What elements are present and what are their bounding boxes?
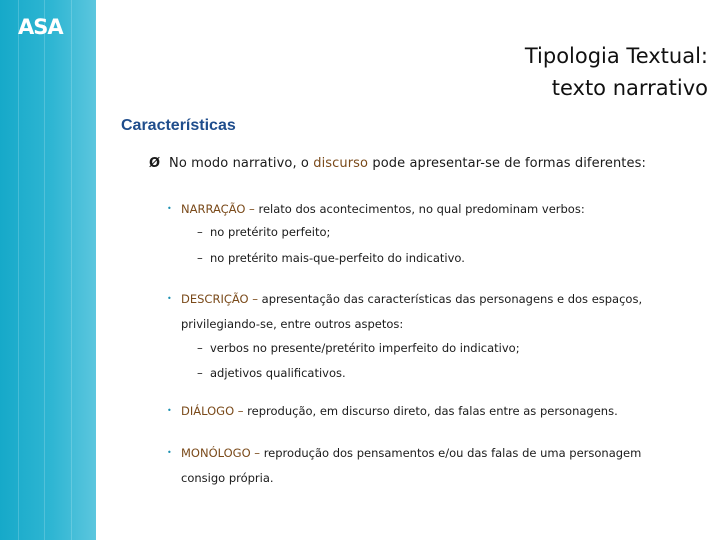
arrow-bullet-icon: Ø	[149, 156, 161, 171]
lead-paragraph	[149, 156, 646, 171]
dash-marker: –	[197, 225, 203, 239]
bullet-icon: •	[167, 448, 172, 457]
brand-sidebar-band	[0, 0, 96, 540]
item-text: relato dos acontecimentos, no qual predominam verbos:	[254, 202, 585, 216]
list-item-descricao	[167, 286, 642, 337]
sub-item	[197, 225, 330, 239]
band-stripe	[44, 0, 45, 540]
slide-title	[408, 40, 708, 104]
item-term: DESCRIÇÃO –	[181, 292, 258, 306]
lead-highlight: discurso	[313, 156, 369, 171]
dash-marker: –	[197, 366, 203, 380]
asa-logo: ASA	[18, 15, 63, 39]
section-heading: Características	[121, 117, 236, 134]
item-term: DIÁLOGO –	[181, 404, 244, 418]
item-continuation: privilegiando-se, entre outros aspetos:	[181, 317, 404, 331]
sub-item-text: adjetivos qualificativos.	[210, 366, 346, 380]
item-text: reprodução, em discurso direto, das falas entre as personagens.	[243, 404, 618, 418]
lead-text-before: No modo narrativo, o	[169, 156, 314, 171]
sub-item	[197, 251, 465, 265]
slide-title-line1: Tipologia Textual:	[524, 44, 708, 68]
dash-marker: –	[197, 251, 203, 265]
item-term: MONÓLOGO –	[181, 446, 261, 460]
bullet-icon: •	[167, 294, 172, 303]
sub-item	[197, 341, 520, 355]
band-stripe	[71, 0, 72, 540]
dash-marker: –	[197, 341, 203, 355]
bullet-icon: •	[167, 204, 172, 213]
list-item-dialogo	[167, 398, 618, 424]
list-item-monologo	[167, 440, 641, 491]
item-term: NARRAÇÃO –	[181, 202, 255, 216]
slide-title-line2: texto narrativo	[551, 76, 708, 100]
sub-item-text: verbos no presente/pretérito imperfeito do indicativo;	[210, 341, 520, 355]
list-item-narracao	[167, 196, 585, 222]
sub-item-text: no pretérito mais-que-perfeito do indicativo.	[210, 251, 465, 265]
item-continuation: consigo própria.	[181, 471, 274, 485]
item-text: reprodução dos pensamentos e/ou das falas de uma personagem	[260, 446, 642, 460]
band-stripe	[18, 0, 19, 540]
sub-item	[197, 366, 346, 380]
item-text: apresentação das características das personagens e dos espaços,	[258, 292, 643, 306]
bullet-icon: •	[167, 406, 172, 415]
lead-text-after: pode apresentar-se de formas diferentes:	[368, 156, 646, 171]
sub-item-text: no pretérito perfeito;	[210, 225, 331, 239]
